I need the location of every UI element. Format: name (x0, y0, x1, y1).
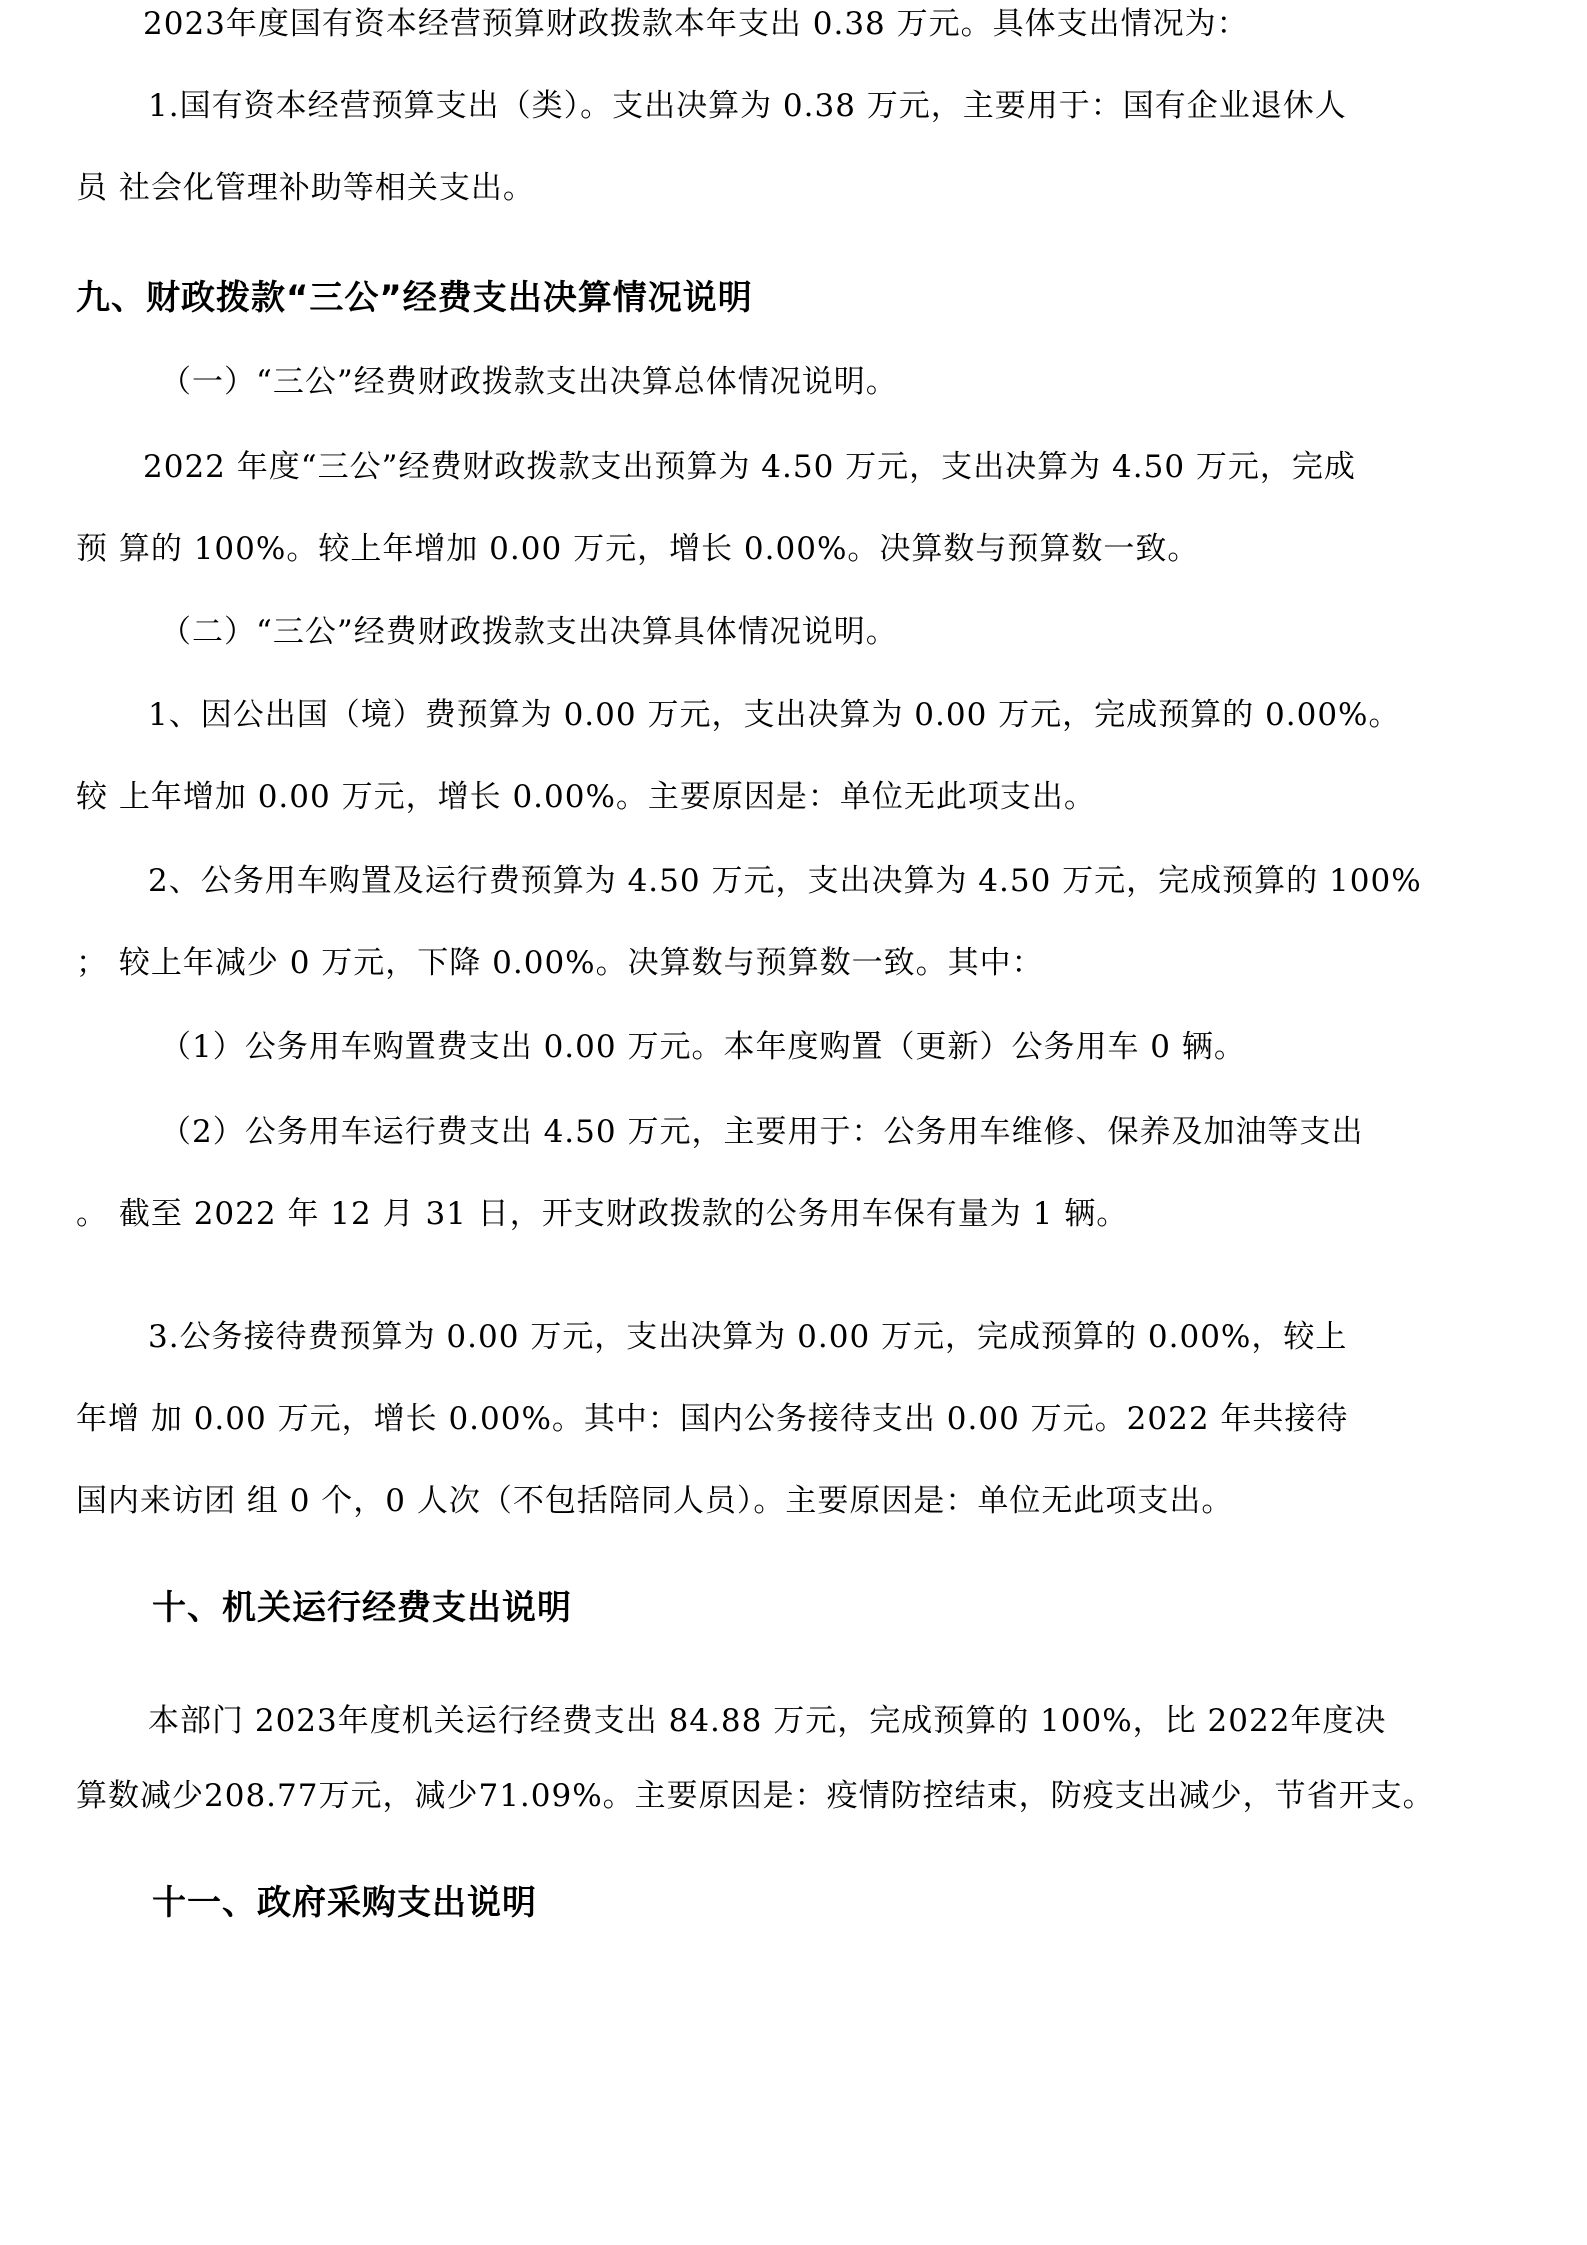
subsection-title: （一）“三公”经费财政拨款支出决算总体情况说明。 (160, 364, 898, 400)
paragraph-line: 1.国有资本经营预算支出（类）。支出决算为 0.38 万元，主要用于：国有企业退休人 (148, 88, 1347, 124)
paragraph-line: 算数减少208.77万元，减少71.09%。主要原因是：疫情防控结束，防疫支出减少，节省开支。 (76, 1778, 1435, 1814)
paragraph-line: （2）公务用车运行费支出 4.50 万元，主要用于：公务用车维修、保养及加油等支出 (160, 1114, 1364, 1150)
paragraph-line: （1）公务用车购置费支出 0.00 万元。本年度购置（更新）公务用车 0 辆。 (160, 1029, 1246, 1065)
paragraph-line: 3.公务接待费预算为 0.00 万元，支出决算为 0.00 万元，完成预算的 0.00%，较上 (148, 1319, 1348, 1355)
paragraph-line: 。 截至 2022 年 12 月 31 日，开支财政拨款的公务用车保有量为 1 辆。 (76, 1196, 1129, 1232)
paragraph-line: ； 较上年减少 0 万元，下降 0.00%。决算数与预算数一致。其中： (76, 945, 1044, 981)
paragraph-line: 1、因公出国（境）费预算为 0.00 万元，支出决算为 0.00 万元，完成预算的 0.00%。 (148, 697, 1401, 733)
paragraph-line: 较 上年增加 0.00 万元，增长 0.00%。主要原因是：单位无此项支出。 (76, 779, 1096, 815)
paragraph-line: 2、公务用车购置及运行费预算为 4.50 万元，支出决算为 4.50 万元，完成预算的 100% (148, 863, 1422, 899)
paragraph-line: 2023年度国有资本经营预算财政拨款本年支出 0.38 万元。具体支出情况为： (143, 6, 1249, 42)
paragraph-line: 年增 加 0.00 万元，增长 0.00%。其中：国内公务接待支出 0.00 万元。2022 年共接待 (76, 1401, 1349, 1437)
paragraph-line: 2022 年度“三公”经费财政拨款支出预算为 4.50 万元，支出决算为 4.50 万元，完成 (143, 449, 1356, 485)
paragraph-line: 预 算的 100%。较上年增加 0.00 万元，增长 0.00%。决算数与预算数一致。 (76, 531, 1200, 567)
subsection-title: （二）“三公”经费财政拨款支出决算具体情况说明。 (160, 614, 898, 650)
section-heading-11: 十一、政府采购支出说明 (152, 1883, 537, 1923)
paragraph-line: 国内来访团 组 0 个，0 人次（不包括陪同人员）。主要原因是：单位无此项支出。 (76, 1483, 1234, 1519)
paragraph-line: 员 社会化管理补助等相关支出。 (76, 170, 535, 206)
section-heading-10: 十、机关运行经费支出说明 (152, 1588, 572, 1628)
paragraph-line: 本部门 2023年度机关运行经费支出 84.88 万元，完成预算的 100%，比 2022年度决 (148, 1703, 1387, 1739)
section-heading-9: 九、财政拨款“三公”经费支出决算情况说明 (76, 278, 753, 318)
